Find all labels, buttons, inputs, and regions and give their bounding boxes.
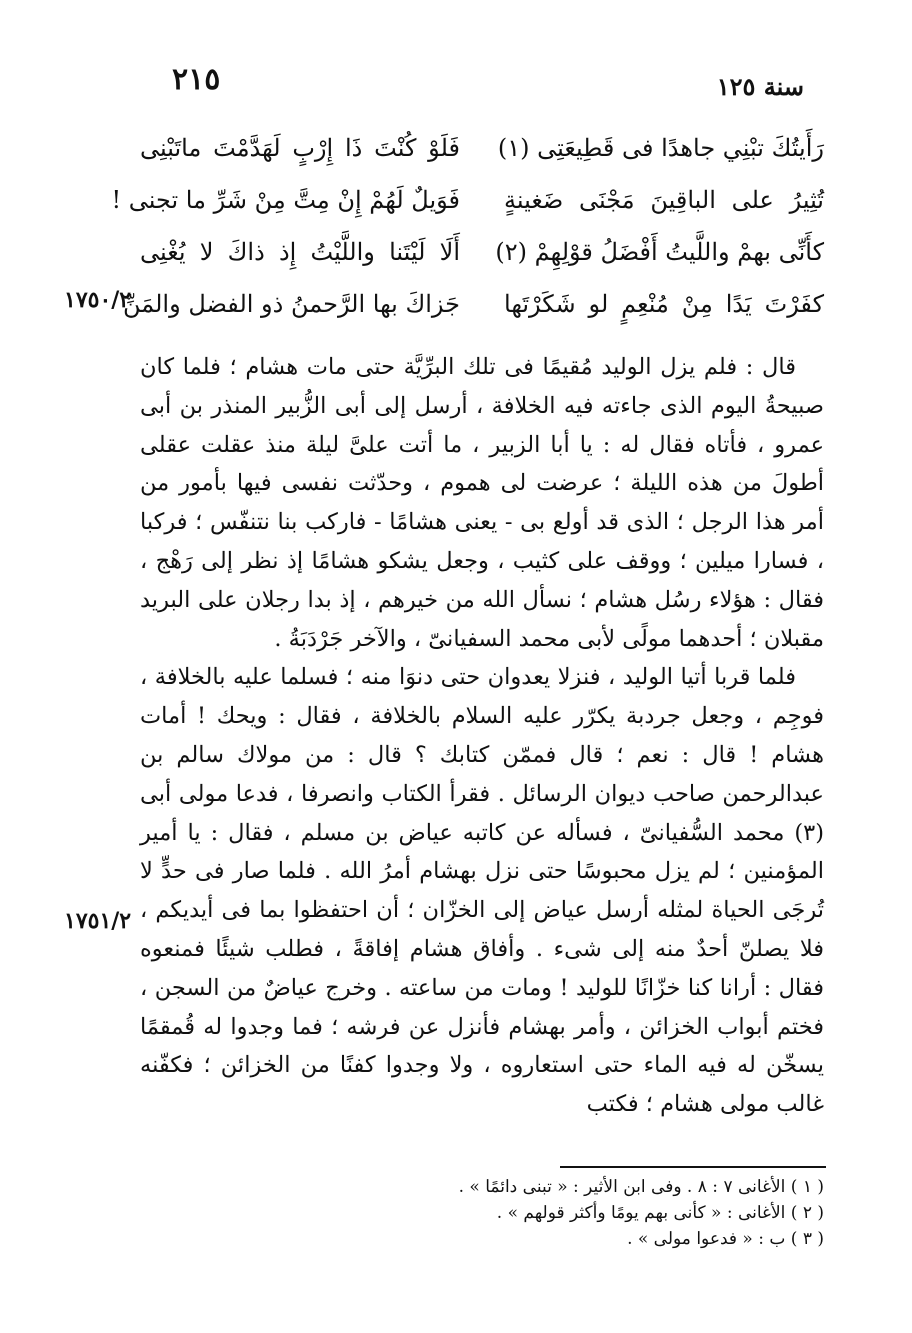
footnote: ( ١ ) الأغانى ٧ : ٨ . وفى ابن الأثير : « تبنى دائمًا » . [458,1177,824,1197]
footnote: ( ٣ ) ب : « فدعوا مولى » . [627,1229,824,1249]
poem-verse [140,226,824,278]
footnote: ( ٢ ) الأغانى : « كأنى بهم يومًا وأكثر قولهم » . [496,1203,824,1223]
poem [111,122,824,330]
verse-second-hemistich: فَوَيلٌ لَهُمْ إِنْ مِتَّ مِنْ شَرِّ ما تجنى ! [111,186,460,214]
verse-first-hemistich: كفَرْتَ يَدًا مِنْ مُنْعِمٍ لو شَكَرْتَها [504,290,824,318]
verse-second-hemistich: فَلَوْ كُنْتَ ذَا إِرْبٍ لَهَدَّمْتَ ماتَبْنِى [140,134,460,162]
poem-verse [122,278,824,330]
running-header-year: سنة ١٢٥ [716,72,804,101]
verse-first-hemistich: رَأَيتُكَ تبْنِي جاهدًا فى قَطِيعَتِى (١) [497,134,824,162]
poem-verse [111,174,824,226]
paragraph: قال : فلم يزل الوليد مُقيمًا فى تلك البرِّيَّة حتى مات هشام ؛ فلما كان صبيحةُ اليوم الذى جاءته فيه الخلافة ، أرسل إلى أبى الزُّبير المنذر بن أبى عمرو ، فأتاه فقال له : يا أبا الزبير ، ما أتت علىَّ ليلة منذ عقلت عقلى أطولَ من هذه الليلة ؛ عرضت لى هموم ، وحدّثت نفسى فيها بأمور من أمر هذا الرجل ؛ الذى قد أولع بى - يعنى هشامًا - فاركب بنا نتنفّس ؛ فركبا ، فسارا ميلين ؛ ووقف على كثيب ، وجعل يشكو هشامًا إذ نظر إلى رَهْج ، فقال : هؤلاء رسُل هشام ؛ نسأل الله من خيرهم ، إذ بدا رجلان على البريد مقبلان ؛ أحدهما مولًى لأبى محمد السفيانىّ ، والآخر جَرْدَبَةُ . [140,354,824,652]
poem-verse [140,122,824,174]
verse-first-hemistich: تُثِيرُ على الباقِينَ مَجْنَى ضَغينةٍ [504,186,824,214]
verse-first-hemistich: كأَنِّى بهمْ واللَّيتُ أَفْضَلُ قوْلِهِمْ (٢) [495,238,824,266]
footnotes [264,1174,824,1252]
verse-second-hemistich: أَلَا لَيْتَنا واللَّيْتُ إِذ ذاكَ لا يُغْنِى [140,238,460,266]
marginal-page-reference: ١٧٥١/٢ [64,908,132,934]
marginal-page-reference: ١٧٥٠/٢ [64,287,132,313]
page-number: ٢١٥ [172,62,221,97]
verse-second-hemistich: جَزاكَ بها الرَّحمنُ ذو الفضل والمَنِّ [122,290,460,318]
footnote-separator [560,1166,826,1168]
main-text [140,348,824,1124]
paragraph: فلما قربا أتيا الوليد ، فنزلا يعدوان حتى دنوَا منه ؛ فسلما عليه بالخلافة ، فوجِم ، وجعل جردبة يكرّر عليه السلام بالخلافة ، فقال : ويحك ! أمات هشام ! قال : نعم ؛ قال فممّن كتابك ؟ قال : من مولاك سالم بن عبدالرحمن صاحب ديوان الرسائل . فقرأ الكتاب وانصرفا ، فدعا مولى أبى (٣) محمد السُّفيانىّ ، فسأله عن كاتبه عياض بن مسلم ، فقال : يا أمير المؤمنين ؛ لم يزل محبوسًا حتى نزل بهشام أمرُ الله . فلما صار فى حدٍّ لا تُرجَى الحياة لمثله أرسل عياض إلى الخزّان ؛ أن احتفظوا بما فى أيديكم ، فلا يصلنّ أحدٌ منه إلى شىء . وأفاق هشام إفاقةً ، فطلب شيئًا فمنعوه فقال : أرانا كنا خزّانًا للوليد ! ومات من ساعته . وخرج عياضٌ من السجن ، فختم أبواب الخزائن ، وأمر بهشام فأنزل عن فرشه ؛ فما وجدوا له قُمقمًا يسخّن له فيه الماء حتى استعاروه ، ولا وجدوا كفنًا من الخزائن ؛ فكفّنه غالب مولى هشام ؛ فكتب [140,664,824,1118]
